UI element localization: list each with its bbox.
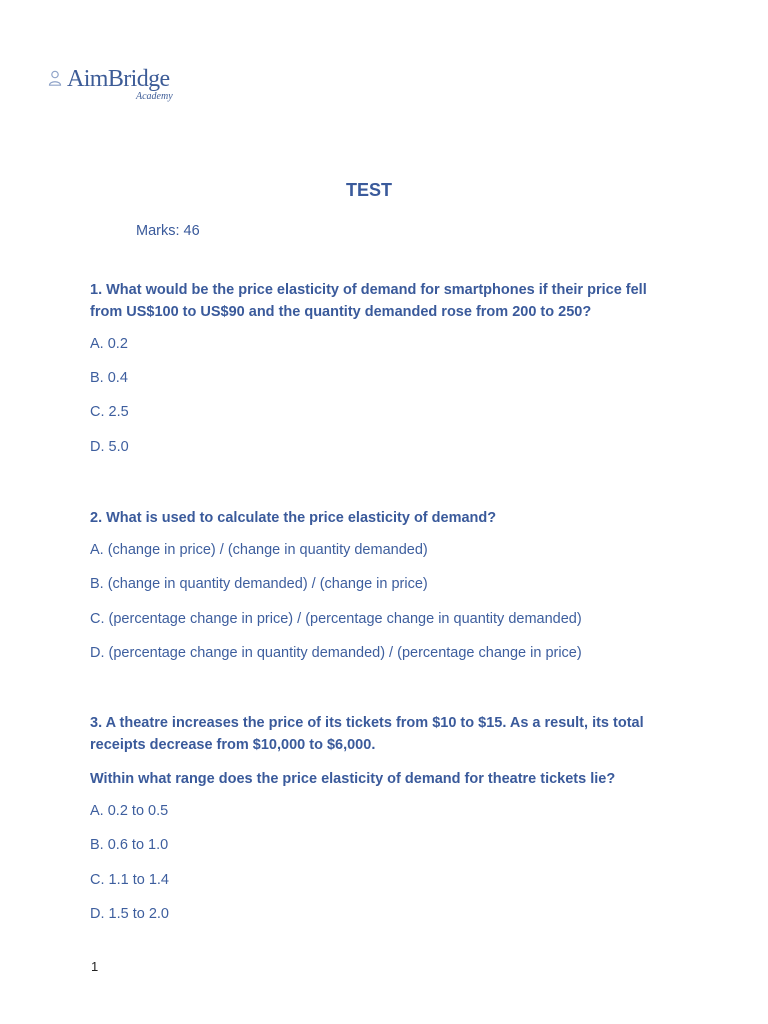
question-1-option-c: C. 2.5: [90, 404, 129, 420]
question-2-option-a: A. (change in price) / (change in quantity demanded): [90, 542, 428, 558]
logo-name: AimBridge: [67, 66, 170, 92]
question-3-prompt: Within what range does the price elasticity of demand for theatre tickets lie?: [90, 771, 616, 787]
page-number: 1: [91, 959, 99, 974]
logo-subtitle: Academy: [136, 91, 173, 102]
person-icon: [48, 70, 62, 86]
question-2-option-b: B. (change in quantity demanded) / (change in price): [90, 576, 428, 592]
question-1-option-a: A. 0.2: [90, 336, 128, 352]
aimbridge-logo: [48, 66, 188, 106]
marks-label: Marks: 46: [136, 223, 200, 239]
question-2-option-d: D. (percentage change in quantity demanded) / (percentage change in price): [90, 645, 582, 661]
question-2-text: 2. What is used to calculate the price elasticity of demand?: [90, 510, 497, 526]
question-1-text: 1. What would be the price elasticity of demand for smartphones if their price fell from US$100 to US$90 and the quantity demanded rose from 200 to 250?: [90, 282, 647, 320]
question-3-text: 3. A theatre increases the price of its tickets from $10 to $15. As a result, its total receipts decrease from $10,000 to $6,000.: [90, 715, 644, 753]
question-2-option-c: C. (percentage change in price) / (percentage change in quantity demanded): [90, 611, 582, 627]
question-3-option-c: C. 1.1 to 1.4: [90, 872, 169, 888]
page-title: TEST: [345, 180, 392, 200]
question-1-option-d: D. 5.0: [90, 439, 129, 455]
question-3-option-a: A. 0.2 to 0.5: [90, 803, 169, 819]
question-3-option-d: D. 1.5 to 2.0: [90, 906, 169, 922]
question-3-option-b: B. 0.6 to 1.0: [90, 837, 169, 853]
question-1-option-b: B. 0.4: [90, 370, 128, 386]
